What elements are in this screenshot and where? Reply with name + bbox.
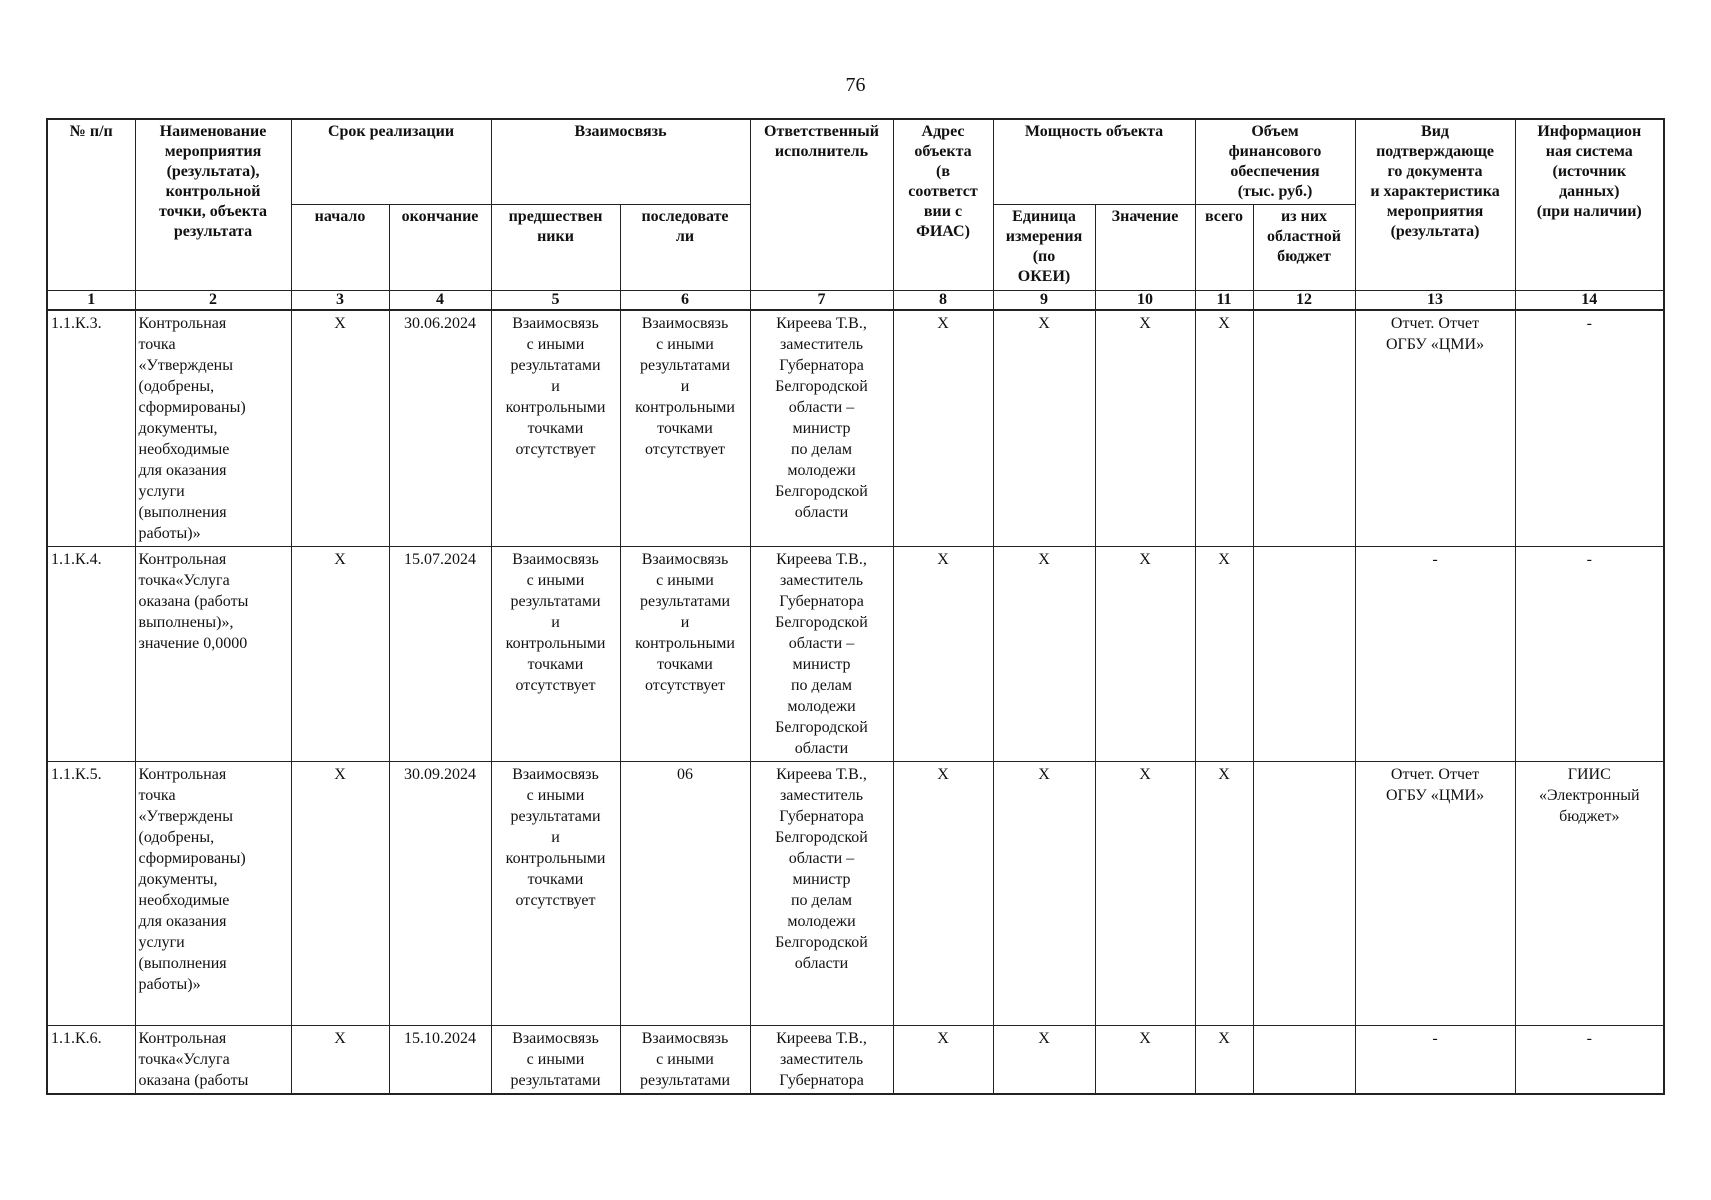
row-id: 1.1.К.3. [47,310,135,547]
header-link: Взаимосвязь [491,119,750,205]
column-number: 10 [1095,291,1195,311]
row-next: Взаимосвязь с иными результатами и контрольными точками отсутствует [620,547,750,762]
table-row [47,547,1664,762]
row-info-system: ГИИС «Электронный бюджет» [1515,762,1664,1026]
row-info-system: - [1515,310,1664,547]
row-total: X [1195,547,1253,762]
header-capacity-unit: Единица измерения (по ОКЕИ) [993,205,1095,291]
row-start: X [291,547,389,762]
header-finance-regional: из них областной бюджет [1253,205,1355,291]
header-link-next: последовате ли [620,205,750,291]
row-next: 06 [620,762,750,1026]
row-unit: X [993,547,1095,762]
row-responsible: Киреева Т.В., заместитель Губернатора [750,1026,893,1095]
row-prev: Взаимосвязь с иными результатами и контрольными точками отсутствует [491,762,620,1026]
row-regional [1253,547,1355,762]
row-id: 1.1.К.6. [47,1026,135,1095]
row-start: X [291,310,389,547]
column-number: 3 [291,291,389,311]
row-regional [1253,310,1355,547]
column-number: 14 [1515,291,1664,311]
header-term: Срок реализации [291,119,491,205]
header-capacity: Мощность объекта [993,119,1195,205]
row-end: 15.10.2024 [389,1026,491,1095]
row-document: - [1355,1026,1515,1095]
column-number: 11 [1195,291,1253,311]
row-total: X [1195,1026,1253,1095]
header-finance-total: всего [1195,205,1253,291]
header-name: Наименование мероприятия (результата), контрольной точки, объекта результата [135,119,291,291]
row-end: 30.09.2024 [389,762,491,1026]
column-number: 13 [1355,291,1515,311]
row-prev: Взаимосвязь с иными результатами и контрольными точками отсутствует [491,310,620,547]
header-info-system: Информацион ная система (источник данных) (при наличии) [1515,119,1664,291]
column-number-row [47,291,1664,311]
row-end: 15.07.2024 [389,547,491,762]
row-name: Контрольная точка «Утверждены (одобрены, сформированы) документы, необходимые для оказания услуги (выполнения работы)» [135,310,291,547]
row-total: X [1195,310,1253,547]
row-address: X [893,310,993,547]
row-end: 30.06.2024 [389,310,491,547]
header-num: № п/п [47,119,135,291]
row-prev: Взаимосвязь с иными результатами и контрольными точками отсутствует [491,547,620,762]
column-number: 7 [750,291,893,311]
row-address: X [893,547,993,762]
row-unit: X [993,1026,1095,1095]
header-term-start: начало [291,205,389,291]
header-capacity-value: Значение [1095,205,1195,291]
header-address: Адрес объекта (в соответст вии с ФИАС) [893,119,993,291]
column-number: 1 [47,291,135,311]
column-number: 5 [491,291,620,311]
row-next: Взаимосвязь с иными результатами [620,1026,750,1095]
row-name: Контрольная точка«Услуга оказана (работы выполнены)», значение 0,0000 [135,547,291,762]
row-responsible: Киреева Т.В., заместитель Губернатора Белгородской области – министр по делам молодежи Белгородской области [750,547,893,762]
row-info-system: - [1515,1026,1664,1095]
row-value: X [1095,310,1195,547]
page-number: 76 [845,74,866,96]
table-row [47,1026,1664,1095]
row-unit: X [993,310,1095,547]
row-document: Отчет. Отчет ОГБУ «ЦМИ» [1355,762,1515,1026]
row-value: X [1095,547,1195,762]
header-finance: Объем финансового обеспечения (тыс. руб.) [1195,119,1355,205]
row-regional [1253,1026,1355,1095]
column-number: 2 [135,291,291,311]
table-row [47,310,1664,547]
row-name: Контрольная точка«Услуга оказана (работы [135,1026,291,1095]
header-document: Вид подтверждающе го документа и характеристика мероприятия (результата) [1355,119,1515,291]
row-id: 1.1.К.5. [47,762,135,1026]
row-unit: X [993,762,1095,1026]
row-info-system: - [1515,547,1664,762]
row-start: X [291,762,389,1026]
row-responsible: Киреева Т.В., заместитель Губернатора Белгородской области – министр по делам молодежи Белгородской области [750,310,893,547]
header-row-1 [47,119,1664,205]
column-number: 4 [389,291,491,311]
events-table [46,118,1665,1095]
row-document: - [1355,547,1515,762]
row-prev: Взаимосвязь с иными результатами [491,1026,620,1095]
row-address: X [893,1026,993,1095]
row-address: X [893,762,993,1026]
row-responsible: Киреева Т.В., заместитель Губернатора Белгородской области – министр по делам молодежи Белгородской области [750,762,893,1026]
header-responsible: Ответственный исполнитель [750,119,893,291]
row-regional [1253,762,1355,1026]
row-total: X [1195,762,1253,1026]
table-row [47,762,1664,1026]
column-number: 12 [1253,291,1355,311]
column-number: 6 [620,291,750,311]
row-next: Взаимосвязь с иными результатами и контрольными точками отсутствует [620,310,750,547]
row-value: X [1095,762,1195,1026]
row-value: X [1095,1026,1195,1095]
header-term-end: окончание [389,205,491,291]
row-name: Контрольная точка «Утверждены (одобрены, сформированы) документы, необходимые для оказания услуги (выполнения работы)» [135,762,291,1026]
row-document: Отчет. Отчет ОГБУ «ЦМИ» [1355,310,1515,547]
header-link-prev: предшествен ники [491,205,620,291]
column-number: 9 [993,291,1095,311]
row-start: X [291,1026,389,1095]
row-id: 1.1.К.4. [47,547,135,762]
column-number: 8 [893,291,993,311]
